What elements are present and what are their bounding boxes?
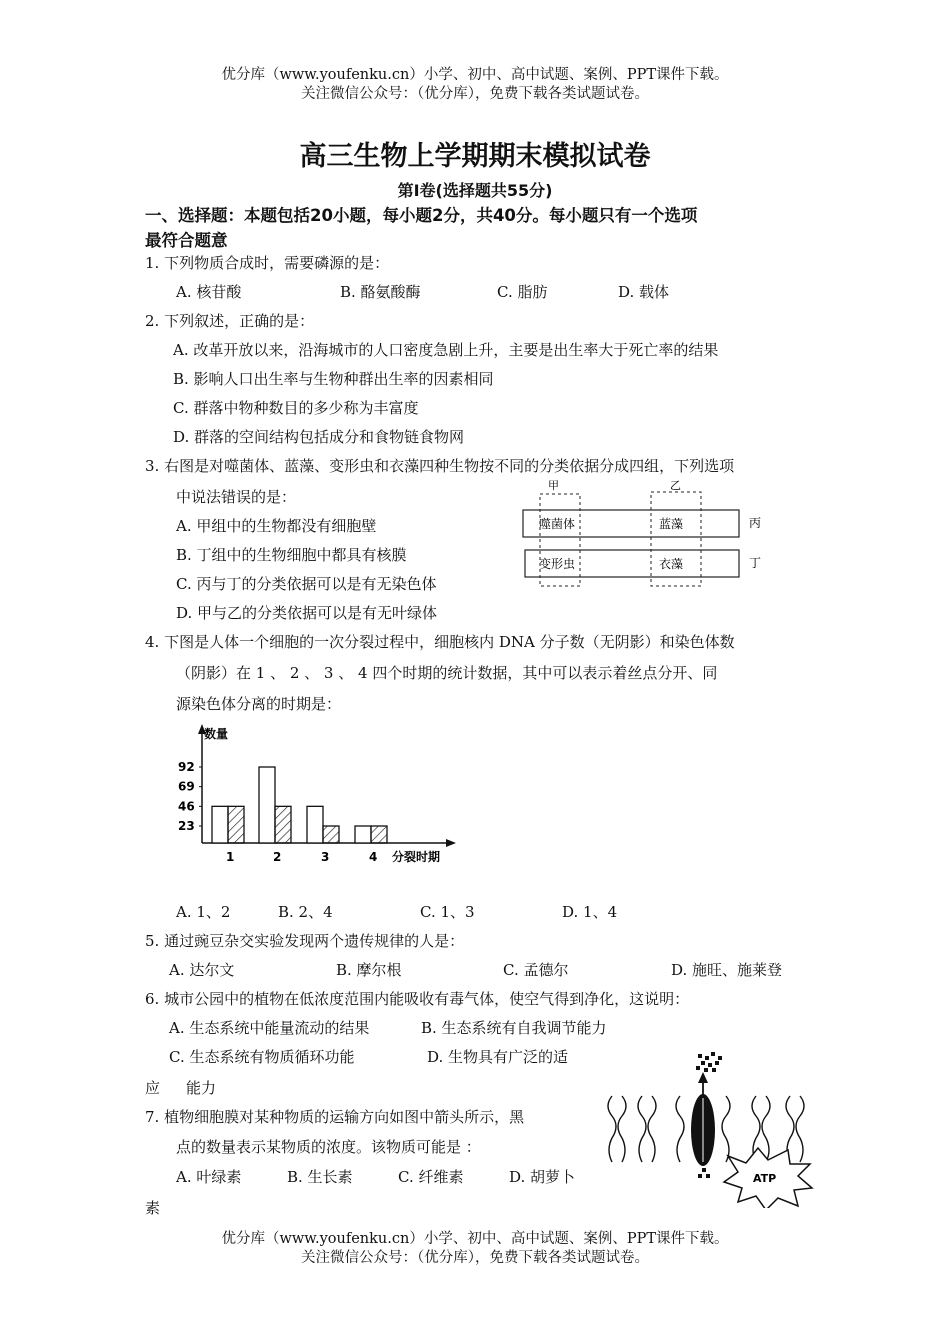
group-yi-label: 乙: [670, 479, 681, 492]
group-ding-label: 丁: [749, 556, 762, 570]
q1-option-d: D. 载体: [618, 283, 670, 301]
membrane-transport-diagram: [598, 1048, 828, 1208]
footer-line-2: 关注微信公众号：（优分库），免费下载各类试题试卷。: [301, 1250, 649, 1266]
x-axis-label: 分裂时期: [392, 850, 441, 864]
q6-option-d: D. 生物具有广泛的适: [427, 1048, 569, 1066]
group-jia-box: [540, 494, 580, 586]
q2-option-b: B. 影响人口出生率与生物种群出生率的因素相同: [173, 370, 494, 388]
x-category-label: 2: [273, 850, 282, 864]
y-tick-label: 46: [178, 799, 195, 814]
section-heading-line-1: 一、选择题：本题包括20小题，每小题2分，共40分。每小题只有一个选项: [145, 206, 698, 225]
q5-option-d: D. 施旺、施莱登: [671, 961, 783, 979]
q3-option-a: A. 甲组中的生物都没有细胞壁: [176, 517, 377, 535]
chromosome-bar-4: [371, 826, 387, 843]
atp-label: ATP: [753, 1172, 777, 1185]
q5-option-b: B. 摩尔根: [336, 961, 402, 979]
q6-option-c: C. 生态系统有物质循环功能: [169, 1048, 355, 1066]
q4-option-c: C. 1、3: [420, 903, 475, 921]
q7-option-a: A. 叶绿素: [176, 1168, 242, 1186]
phage-label: 噬菌体: [539, 517, 576, 531]
q1-option-a: A. 核苷酸: [176, 283, 242, 301]
amoeba-label: 变形虫: [539, 557, 576, 571]
group-yi-box: [651, 492, 701, 586]
q7-option-b: B. 生长素: [287, 1168, 353, 1186]
y-axis-label: 数量: [204, 727, 229, 741]
y-tick-label: 23: [178, 819, 195, 833]
cyanobacteria-label: 蓝藻: [659, 517, 684, 531]
q2-stem: 2. 下列叙述，正确的是：: [145, 312, 315, 330]
footer-line-1: 优分库（www.youfenku.cn）小学、初中、高中试题、案例、PPT课件下载。: [221, 1231, 729, 1247]
q3-option-b: B. 丁组中的生物细胞中都具有核膜: [176, 546, 407, 564]
section-heading-line-2: 最符合题意: [145, 231, 228, 250]
q6-option-d-cont-2: 能力: [186, 1079, 217, 1097]
dna-bar-2: [259, 767, 275, 843]
transport-arrow-icon: [698, 1072, 708, 1083]
low-concentration-dots: [698, 1168, 710, 1178]
q7-stem-line-2: 点的数量表示某物质的浓度。该物质可能是 ：: [176, 1138, 481, 1156]
q4-option-d: D. 1、4: [562, 903, 618, 921]
chromosome-bar-1: [228, 806, 244, 843]
q1-option-b: B. 酪氨酸酶: [340, 283, 421, 301]
q4-stem-line-2: （阴影）在 1 、 2 、 3 、 4 四个时期的统计数据，其中可以表示着丝点分开、同: [176, 664, 718, 682]
dna-bar-3: [307, 806, 323, 843]
chromosome-bar-3: [323, 826, 339, 843]
q7-stem-line-1: 7. 植物细胞膜对某种物质的运输方向如图中箭头所示，黑: [145, 1108, 525, 1126]
q4-stem-line-1: 4. 下图是人体一个细胞的一次分裂过程中，细胞核内 DNA 分子数（无阴影）和染色体数: [145, 633, 735, 651]
dna-bar-1: [212, 806, 228, 843]
q2-option-c: C. 群落中物种数目的多少称为丰富度: [173, 399, 419, 417]
q6-stem: 6. 城市公园中的植物在低浓度范围内能吸收有毒气体，使空气得到净化，这说明：: [145, 990, 690, 1008]
y-tick-label: 92: [178, 760, 195, 774]
q3-stem-line-2: 中说法错误的是：: [176, 488, 297, 506]
chromosome-bar-2: [275, 806, 291, 843]
x-category-label: 3: [321, 850, 330, 864]
part-subtitle: 第Ⅰ卷(选择题共55分): [397, 181, 553, 200]
group-bing-label: 丙: [749, 516, 762, 530]
page-title: 高三生物上学期期末模拟试卷: [299, 141, 651, 172]
q1-stem: 1. 下列物质合成时，需要磷源的是：: [145, 254, 390, 272]
q4-option-a: A. 1、2: [176, 903, 231, 921]
group-jia-label: 甲: [548, 479, 559, 492]
q7-option-d: D. 胡萝卜: [509, 1168, 576, 1186]
q6-option-a: A. 生态系统中能量流动的结果: [169, 1019, 370, 1037]
q6-option-d-cont-1: 应: [145, 1079, 161, 1097]
q3-option-c: C. 丙与丁的分类依据可以是有无染色体: [176, 575, 437, 593]
q5-option-c: C. 孟德尔: [503, 961, 569, 979]
high-concentration-dots: [696, 1052, 722, 1072]
q7-option-c: C. 纤维素: [398, 1168, 464, 1186]
y-tick-label: 69: [178, 779, 195, 794]
x-axis-arrow-icon: [446, 839, 456, 847]
q5-stem: 5. 通过豌豆杂交实验发现两个遗传规律的人是：: [145, 932, 465, 950]
x-category-label: 1: [226, 850, 235, 864]
header-line-1: 优分库（www.youfenku.cn）小学、初中、高中试题、案例、PPT课件下载。: [221, 67, 729, 83]
cell-division-bar-chart: [170, 720, 470, 870]
q2-option-d: D. 群落的空间结构包括成分和食物链食物网: [173, 428, 465, 446]
q7-option-d-cont: 素: [145, 1199, 161, 1217]
q4-option-b: B. 2、4: [278, 903, 333, 921]
q5-option-a: A. 达尔文: [169, 961, 235, 979]
chlamydomonas-label: 衣藻: [659, 557, 684, 571]
q6-option-b: B. 生态系统有自我调节能力: [421, 1019, 607, 1037]
header-line-2: 关注微信公众号：（优分库），免费下载各类试题试卷。: [301, 86, 649, 102]
x-category-label: 4: [369, 850, 378, 864]
q2-option-a: A. 改革开放以来，沿海城市的人口密度急剧上升，主要是出生率大于死亡率的结果: [173, 341, 719, 359]
q1-option-c: C. 脂肪: [497, 283, 548, 301]
q4-stem-line-3: 源染色体分离的时期是：: [176, 695, 342, 713]
q3-stem-line-1: 3. 右图是对噬菌体、蓝藻、变形虫和衣藻四种生物按不同的分类依据分成四组，下列选项: [145, 457, 735, 475]
dna-bar-4: [355, 826, 371, 843]
classification-diagram: [515, 476, 775, 592]
q3-option-d: D. 甲与乙的分类依据可以是有无叶绿体: [176, 604, 438, 622]
